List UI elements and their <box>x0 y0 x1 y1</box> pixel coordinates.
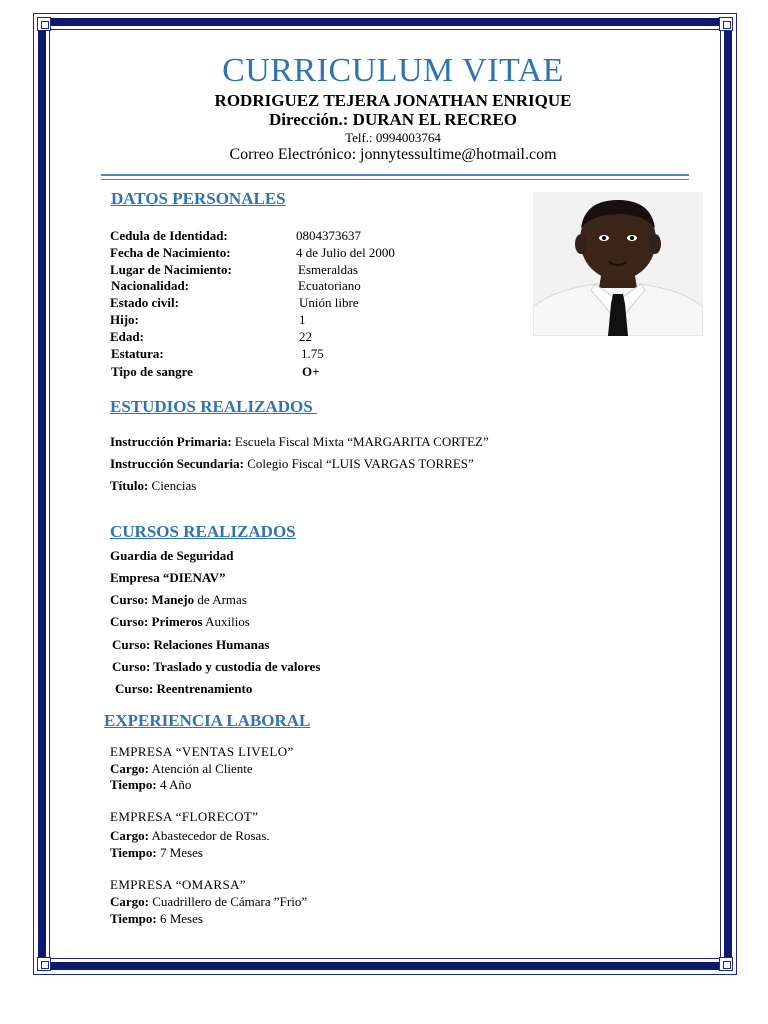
course-row <box>110 614 250 630</box>
phone: Telf.: 0994003764 <box>345 130 441 145</box>
job-company: EMPRESA “OMARSA” <box>110 877 247 892</box>
job-role-label: Cargo: <box>110 828 149 843</box>
job-duration <box>110 911 203 927</box>
course-label: Empresa “DIENAV” <box>110 570 226 585</box>
course-label: Curso: Reentrenamiento <box>115 681 253 696</box>
border-corner <box>719 17 733 31</box>
course-label: Curso: Manejo <box>110 592 195 607</box>
job-duration <box>110 845 203 861</box>
job-role <box>110 894 307 910</box>
course-label: Curso: Traslado y custodia de valores <box>112 659 321 674</box>
job-duration-value: 6 Meses <box>156 911 203 926</box>
education-label: Instrucción Secundaria: <box>110 456 244 471</box>
field-label: Estado civil: <box>110 295 179 310</box>
field-value: Unión libre <box>299 295 359 310</box>
job-duration-value: 4 Año <box>156 777 192 792</box>
section-heading-estudios: ESTUDIOS REALIZADOS <box>110 397 317 416</box>
job-duration <box>110 777 191 793</box>
education-value: Escuela Fiscal Mixta “MARGARITA CORTEZ” <box>231 434 489 449</box>
field-label: Hijo: <box>110 312 139 327</box>
course-row <box>112 637 269 653</box>
field-label: Nacionalidad: <box>111 278 190 293</box>
field-label: Fecha de Nacimiento: <box>110 245 231 260</box>
job-duration-value: 7 Meses <box>156 845 203 860</box>
course-label: Curso: Relaciones Humanas <box>112 637 270 652</box>
document-title: CURRICULUM VITAE <box>222 52 564 89</box>
course-row <box>110 548 234 564</box>
border-corner <box>37 17 51 31</box>
field-value: Ecuatoriano <box>298 278 361 293</box>
job-duration-label: Tiempo: <box>110 845 157 860</box>
profile-photo <box>533 192 703 336</box>
person-name: RODRIGUEZ TEJERA JONATHAN ENRIQUE <box>214 91 572 110</box>
job-company: EMPRESA “FLORECOT” <box>110 809 259 824</box>
field-value: 0804373637 <box>296 228 361 243</box>
job-role-value: Cuadrillero de Cámara ”Frio” <box>149 894 308 909</box>
field-value: 1 <box>299 312 306 327</box>
education-row <box>110 478 196 494</box>
course-value: de Armas <box>194 592 247 607</box>
address: Dirección.: DURAN EL RECREO <box>268 110 518 129</box>
header-divider <box>101 179 689 180</box>
email: Correo Electrónico: jonnytessultime@hotmail.com <box>229 146 557 163</box>
job-role-value: Abastecedor de Rosas. <box>149 828 270 843</box>
header-divider <box>101 174 689 176</box>
field-label: Tipo de sangre <box>111 364 193 379</box>
education-row <box>110 434 489 450</box>
job-role <box>110 761 253 777</box>
course-row <box>110 592 247 608</box>
job-company: EMPRESA “VENTAS LIVELO” <box>110 744 294 759</box>
field-value: O+ <box>302 364 320 379</box>
field-label: Lugar de Nacimiento: <box>110 262 232 277</box>
field-value: 22 <box>299 329 312 344</box>
field-label: Cedula de Identidad: <box>110 228 228 243</box>
job-duration-label: Tiempo: <box>110 911 157 926</box>
course-label: Curso: Primeros <box>110 614 203 629</box>
field-value: 4 de Julio del 2000 <box>296 245 395 260</box>
field-value: 1.75 <box>301 346 324 361</box>
course-row <box>115 681 252 697</box>
education-label: Instrucción Primaria: <box>110 434 232 449</box>
course-row <box>112 659 320 675</box>
job-role-label: Cargo: <box>110 894 149 909</box>
education-row <box>110 456 474 472</box>
section-heading-cursos: CURSOS REALIZADOS <box>110 522 296 541</box>
job-role <box>110 828 270 844</box>
course-row <box>110 570 225 586</box>
section-heading-experiencia: EXPERIENCIA LABORAL <box>104 711 311 730</box>
course-value: Auxilios <box>202 614 250 629</box>
job-duration-label: Tiempo: <box>110 777 157 792</box>
field-label: Edad: <box>110 329 144 344</box>
education-value: Colegio Fiscal “LUIS VARGAS TORRES” <box>243 456 474 471</box>
field-value: Esmeraldas <box>298 262 358 277</box>
course-label: Guardia de Seguridad <box>110 548 234 563</box>
job-role-value: Atención al Cliente <box>149 761 253 776</box>
field-label: Estatura: <box>111 346 164 361</box>
border-corner <box>719 957 733 971</box>
section-heading-datos-personales: DATOS PERSONALES <box>111 189 286 208</box>
education-label: Título: <box>110 478 149 493</box>
border-corner <box>37 957 51 971</box>
education-value: Ciencias <box>148 478 197 493</box>
job-role-label: Cargo: <box>110 761 149 776</box>
